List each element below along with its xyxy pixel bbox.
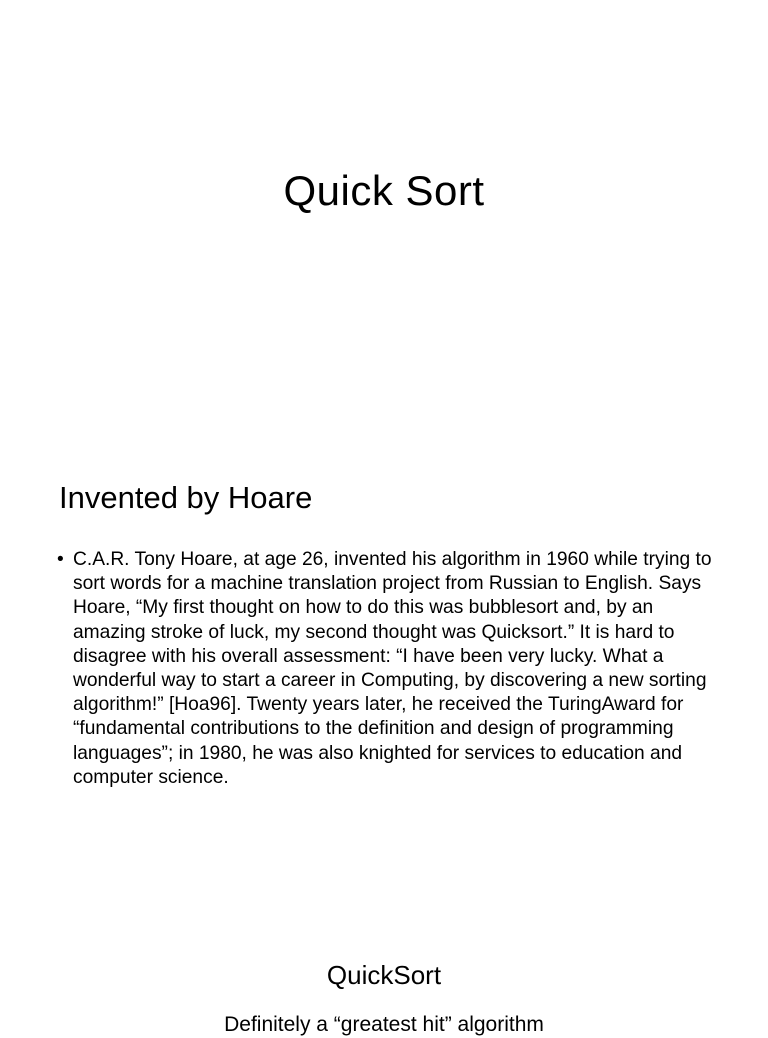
slide-heading: QuickSort bbox=[326, 960, 442, 990]
slide-title bbox=[0, 0, 768, 432]
slide-quicksort bbox=[0, 940, 768, 1036]
slide-invented-by-hoare bbox=[0, 432, 768, 864]
bullet-dot-icon: • bbox=[57, 549, 64, 570]
slide-title-heading: Quick Sort bbox=[283, 167, 485, 214]
bullet-list bbox=[57, 548, 717, 790]
slide-heading: Invented by Hoare bbox=[59, 480, 313, 515]
slide-body-partial: Definitely a “greatest hit” algorithm bbox=[224, 1013, 544, 1036]
bullet-item bbox=[57, 548, 717, 790]
bullet-text: C.A.R. Tony Hoare, at age 26, invented his algorithm in 1960 while trying to sort words for a machine translation project from Russian to English. Says Hoare, “My first thought on how to do this was bubblesort and, by an amazing stroke of luck, my second thought was Quicksort.” It is hard to disagree with his overall assessment: “I have been very lucky. What a wonderful way to start a career in Computing, by discovering a new sorting algorithm!” [Hoa96]. Twenty years later, he received the TuringAward for “fundamental contributions to the definition and design of programming languages”; in 1980, he was also knighted for services to education and computer science. bbox=[73, 549, 712, 788]
